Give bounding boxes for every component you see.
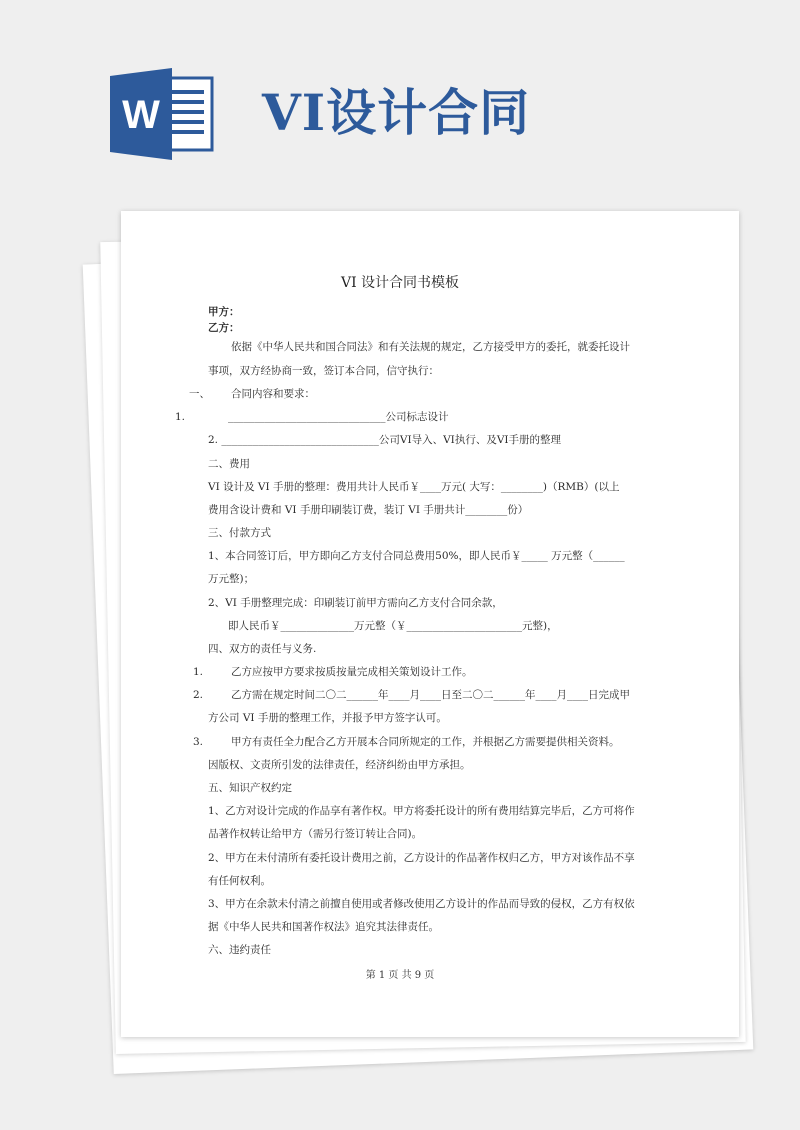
duty-3-continuation: 因版权、文责所引发的法律责任，经济纠纷由甲方承担。 — [208, 759, 471, 771]
duty-3-number: 3. — [193, 736, 204, 748]
ip-1-line-1: 1、乙方对设计完成的作品享有著作权。甲方将委托设计的所有费用结算完毕后，乙方可将作 — [208, 805, 635, 817]
duty-2-number: 2. — [193, 689, 204, 701]
document-title: VI 设计合同书模板 — [340, 275, 460, 291]
duty-3-text: 甲方有责任全力配合乙方开展本合同所规定的工作，并根据乙方需要提供相关资料。 — [231, 736, 620, 748]
header-title: VI设计合同 — [262, 83, 531, 142]
fee-line-1: VI 设计及 VI 手册的整理：费用共计人民币￥____万元( 大写：________)（RMB）(以上 — [208, 481, 620, 493]
section-1-number: 一、 — [189, 388, 210, 400]
fee-line-2: 费用含设计费和 VI 手册印刷装订费，装订 VI 手册共计________份） — [208, 504, 529, 516]
duty-2-continuation: 方公司 VI 手册的整理工作，并报予甲方签字认可。 — [208, 712, 447, 724]
section-6-title: 六、违约责任 — [208, 944, 271, 956]
ip-2-line-2: 有任何权利。 — [208, 875, 271, 887]
section-3-title: 三、付款方式 — [208, 527, 271, 539]
ip-2-line-1: 2、甲方在未付清所有委托设计费用之前，乙方设计的作品著作权归乙方，甲方对该作品不享 — [208, 852, 635, 864]
duty-2-text: 乙方需在规定时间二〇二______年____月____日至二〇二______年____月____日完成甲 — [231, 689, 630, 701]
duty-1-number: 1. — [193, 666, 204, 678]
item-1-text: ______________________________公司标志设计 — [228, 411, 449, 423]
party-a-label: 甲方： — [208, 306, 240, 318]
payment-2-line-1: 2、VI 手册整理完成：印刷装订前甲方需向乙方支付合同余款， — [208, 597, 503, 609]
payment-2-line-2: 即人民币￥______________万元整（￥______________________元整)， — [228, 620, 558, 632]
duty-1-text: 乙方应按甲方要求按质按量完成相关策划设计工作。 — [231, 666, 473, 678]
ip-1-line-2: 品著作权转让给甲方（需另行签订转让合同)。 — [208, 828, 423, 840]
payment-1-line-1: 1、本合同签订后，甲方即向乙方支付合同总费用50%，即人民币￥_____ 万元整（______ — [208, 550, 625, 562]
item-2-text: 2. ______________________________公司VI导入、VI执行、及VI手册的整理 — [208, 434, 562, 446]
section-4-title: 四、双方的责任与义务. — [208, 643, 317, 655]
payment-1-line-2: 万元整)； — [208, 573, 255, 585]
page-number: 第 1 页 共 9 页 — [365, 970, 435, 981]
section-1-title: 合同内容和要求： — [231, 388, 315, 400]
ip-3-line-1: 3、甲方在余款未付清之前擅自使用或者修改使用乙方设计的作品而导致的侵权，乙方有权依 — [208, 898, 635, 910]
party-b-label: 乙方： — [208, 322, 240, 334]
intro-line-1: 依据《中华人民共和国合同法》和有关法规的规定，乙方接受甲方的委托，就委托设计 — [231, 341, 630, 353]
intro-line-2: 事项，双方经协商一致，签订本合同，信守执行： — [208, 365, 439, 377]
ip-3-line-2: 据《中华人民共和国著作权法》追究其法律责任。 — [208, 921, 439, 933]
svg-text:W: W — [122, 93, 160, 137]
section-2-title: 二、费用 — [208, 458, 250, 470]
item-1-number: 1. — [175, 411, 186, 423]
section-5-title: 五、知识产权约定 — [208, 782, 292, 794]
